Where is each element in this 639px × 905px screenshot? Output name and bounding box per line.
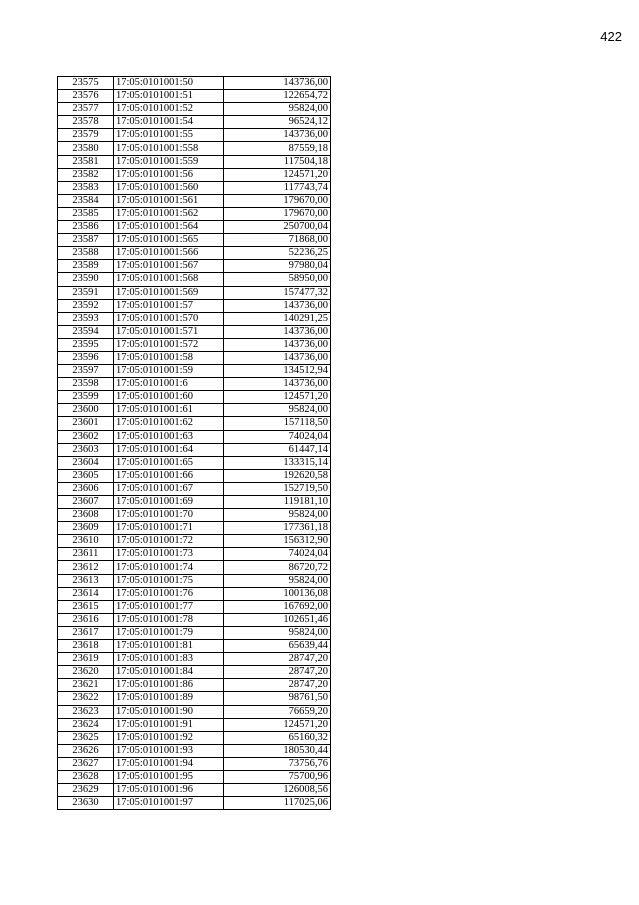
row-number-cell: 23624 [58,718,114,731]
table-row [58,666,331,679]
value-cell: 95824,00 [224,103,331,116]
table-row [58,522,331,535]
cadastral-number-cell: 17:05:0101001:96 [114,784,224,797]
value-cell: 143736,00 [224,378,331,391]
table-row [58,77,331,90]
row-number-cell: 23582 [58,168,114,181]
table-row [58,456,331,469]
value-cell: 61447,14 [224,443,331,456]
table-row [58,312,331,325]
cadastral-number-cell: 17:05:0101001:62 [114,417,224,430]
row-number-cell: 23576 [58,90,114,103]
cadastral-number-cell: 17:05:0101001:51 [114,90,224,103]
row-number-cell: 23578 [58,116,114,129]
cadastral-number-cell: 17:05:0101001:90 [114,705,224,718]
row-number-cell: 23619 [58,653,114,666]
value-cell: 192620,58 [224,469,331,482]
cadastral-number-cell: 17:05:0101001:54 [114,116,224,129]
table-row [58,234,331,247]
table-row [58,757,331,770]
value-cell: 86720,72 [224,561,331,574]
table-row [58,613,331,626]
value-cell: 52236,25 [224,247,331,260]
cadastral-number-cell: 17:05:0101001:63 [114,430,224,443]
value-cell: 102651,46 [224,613,331,626]
cadastral-number-cell: 17:05:0101001:559 [114,155,224,168]
table-row [58,653,331,666]
row-number-cell: 23604 [58,456,114,469]
value-cell: 124571,20 [224,168,331,181]
value-cell: 140291,25 [224,312,331,325]
cadastral-number-cell: 17:05:0101001:92 [114,731,224,744]
cadastral-number-cell: 17:05:0101001:94 [114,757,224,770]
row-number-cell: 23584 [58,194,114,207]
value-cell: 98761,50 [224,692,331,705]
cadastral-number-cell: 17:05:0101001:83 [114,653,224,666]
cadastral-number-cell: 17:05:0101001:70 [114,509,224,522]
row-number-cell: 23583 [58,181,114,194]
value-cell: 134512,94 [224,365,331,378]
value-cell: 157477,32 [224,286,331,299]
row-number-cell: 23629 [58,784,114,797]
row-number-cell: 23621 [58,679,114,692]
cadastral-number-cell: 17:05:0101001:97 [114,797,224,810]
row-number-cell: 23598 [58,378,114,391]
row-number-cell: 23630 [58,797,114,810]
row-number-cell: 23596 [58,351,114,364]
value-cell: 180530,44 [224,744,331,757]
table-row [58,247,331,260]
row-number-cell: 23622 [58,692,114,705]
value-cell: 117025,06 [224,797,331,810]
table-row [58,273,331,286]
table-row [58,378,331,391]
table-row [58,325,331,338]
table-row [58,286,331,299]
row-number-cell: 23575 [58,77,114,90]
value-cell: 167692,00 [224,600,331,613]
row-number-cell: 23605 [58,469,114,482]
cadastral-number-cell: 17:05:0101001:64 [114,443,224,456]
value-cell: 179670,00 [224,207,331,220]
value-cell: 87559,18 [224,142,331,155]
value-cell: 96524,12 [224,116,331,129]
cadastral-number-cell: 17:05:0101001:561 [114,194,224,207]
value-cell: 126008,56 [224,784,331,797]
cadastral-number-cell: 17:05:0101001:61 [114,404,224,417]
row-number-cell: 23580 [58,142,114,155]
table-row [58,509,331,522]
row-number-cell: 23607 [58,496,114,509]
cadastral-number-cell: 17:05:0101001:567 [114,260,224,273]
row-number-cell: 23586 [58,221,114,234]
cadastral-value-table [57,76,331,810]
row-number-cell: 23611 [58,548,114,561]
table-row [58,194,331,207]
table-row [58,679,331,692]
cadastral-number-cell: 17:05:0101001:73 [114,548,224,561]
cadastral-number-cell: 17:05:0101001:77 [114,600,224,613]
table-row [58,626,331,639]
table-row [58,430,331,443]
row-number-cell: 23597 [58,365,114,378]
value-cell: 143736,00 [224,338,331,351]
table-row [58,744,331,757]
cadastral-number-cell: 17:05:0101001:72 [114,535,224,548]
value-cell: 75700,96 [224,770,331,783]
cadastral-number-cell: 17:05:0101001:56 [114,168,224,181]
table-row [58,351,331,364]
cadastral-number-cell: 17:05:0101001:55 [114,129,224,142]
row-number-cell: 23581 [58,155,114,168]
row-number-cell: 23595 [58,338,114,351]
cadastral-number-cell: 17:05:0101001:89 [114,692,224,705]
cadastral-number-cell: 17:05:0101001:565 [114,234,224,247]
value-cell: 71868,00 [224,234,331,247]
row-number-cell: 23602 [58,430,114,443]
row-number-cell: 23614 [58,587,114,600]
cadastral-number-cell: 17:05:0101001:78 [114,613,224,626]
table-row [58,574,331,587]
row-number-cell: 23592 [58,299,114,312]
table-row [58,600,331,613]
cadastral-number-cell: 17:05:0101001:84 [114,666,224,679]
row-number-cell: 23627 [58,757,114,770]
table-row [58,181,331,194]
value-cell: 143736,00 [224,299,331,312]
row-number-cell: 23587 [58,234,114,247]
row-number-cell: 23594 [58,325,114,338]
table-row [58,417,331,430]
value-cell: 152719,50 [224,482,331,495]
value-cell: 157118,50 [224,417,331,430]
row-number-cell: 23585 [58,207,114,220]
cadastral-number-cell: 17:05:0101001:66 [114,469,224,482]
table-row [58,142,331,155]
value-cell: 74024,04 [224,548,331,561]
row-number-cell: 23617 [58,626,114,639]
value-cell: 143736,00 [224,351,331,364]
cadastral-number-cell: 17:05:0101001:91 [114,718,224,731]
table-row [58,640,331,653]
row-number-cell: 23608 [58,509,114,522]
cadastral-number-cell: 17:05:0101001:58 [114,351,224,364]
row-number-cell: 23618 [58,640,114,653]
row-number-cell: 23601 [58,417,114,430]
cadastral-number-cell: 17:05:0101001:6 [114,378,224,391]
value-cell: 133315,14 [224,456,331,469]
value-cell: 143736,00 [224,129,331,142]
cadastral-number-cell: 17:05:0101001:560 [114,181,224,194]
cadastral-number-cell: 17:05:0101001:79 [114,626,224,639]
table-row [58,168,331,181]
value-cell: 28747,20 [224,666,331,679]
table-row [58,731,331,744]
value-cell: 177361,18 [224,522,331,535]
value-cell: 117743,74 [224,181,331,194]
cadastral-number-cell: 17:05:0101001:572 [114,338,224,351]
table-row [58,116,331,129]
table-row [58,548,331,561]
row-number-cell: 23610 [58,535,114,548]
value-cell: 95824,00 [224,574,331,587]
value-cell: 179670,00 [224,194,331,207]
row-number-cell: 23609 [58,522,114,535]
cadastral-number-cell: 17:05:0101001:564 [114,221,224,234]
cadastral-number-cell: 17:05:0101001:558 [114,142,224,155]
value-cell: 143736,00 [224,325,331,338]
cadastral-number-cell: 17:05:0101001:93 [114,744,224,757]
value-cell: 76659,20 [224,705,331,718]
table-row [58,365,331,378]
table-row [58,443,331,456]
row-number-cell: 23615 [58,600,114,613]
value-cell: 124571,20 [224,718,331,731]
cadastral-number-cell: 17:05:0101001:81 [114,640,224,653]
table-row [58,207,331,220]
value-cell: 97980,04 [224,260,331,273]
table-row [58,299,331,312]
row-number-cell: 23577 [58,103,114,116]
cadastral-number-cell: 17:05:0101001:86 [114,679,224,692]
cadastral-number-cell: 17:05:0101001:59 [114,365,224,378]
row-number-cell: 23612 [58,561,114,574]
cadastral-number-cell: 17:05:0101001:71 [114,522,224,535]
row-number-cell: 23616 [58,613,114,626]
cadastral-number-cell: 17:05:0101001:569 [114,286,224,299]
row-number-cell: 23620 [58,666,114,679]
table-row [58,90,331,103]
cadastral-number-cell: 17:05:0101001:50 [114,77,224,90]
row-number-cell: 23593 [58,312,114,325]
cadastral-number-cell: 17:05:0101001:570 [114,312,224,325]
row-number-cell: 23588 [58,247,114,260]
value-cell: 119181,10 [224,496,331,509]
table-row [58,535,331,548]
table-row [58,797,331,810]
table-row [58,155,331,168]
value-cell: 65160,32 [224,731,331,744]
cadastral-number-cell: 17:05:0101001:67 [114,482,224,495]
cadastral-number-cell: 17:05:0101001:76 [114,587,224,600]
row-number-cell: 23603 [58,443,114,456]
table-row [58,260,331,273]
row-number-cell: 23589 [58,260,114,273]
row-number-cell: 23590 [58,273,114,286]
table-row [58,561,331,574]
value-cell: 117504,18 [224,155,331,168]
value-cell: 58950,00 [224,273,331,286]
table-row [58,587,331,600]
value-cell: 28747,20 [224,679,331,692]
table-row [58,338,331,351]
table-row [58,221,331,234]
row-number-cell: 23626 [58,744,114,757]
value-cell: 156312,90 [224,535,331,548]
table-row [58,770,331,783]
value-cell: 65639,44 [224,640,331,653]
row-number-cell: 23625 [58,731,114,744]
value-cell: 95824,00 [224,404,331,417]
row-number-cell: 23628 [58,770,114,783]
cadastral-number-cell: 17:05:0101001:65 [114,456,224,469]
cadastral-number-cell: 17:05:0101001:74 [114,561,224,574]
cadastral-number-cell: 17:05:0101001:566 [114,247,224,260]
table-row [58,404,331,417]
row-number-cell: 23600 [58,404,114,417]
table-row [58,705,331,718]
table-row [58,482,331,495]
row-number-cell: 23606 [58,482,114,495]
row-number-cell: 23579 [58,129,114,142]
table-row [58,496,331,509]
cadastral-number-cell: 17:05:0101001:95 [114,770,224,783]
cadastral-number-cell: 17:05:0101001:60 [114,391,224,404]
row-number-cell: 23623 [58,705,114,718]
value-cell: 95824,00 [224,626,331,639]
table-row [58,391,331,404]
page-number: 422 [600,29,622,44]
cadastral-number-cell: 17:05:0101001:69 [114,496,224,509]
table-row [58,129,331,142]
table-row [58,718,331,731]
value-cell: 100136,08 [224,587,331,600]
value-cell: 250700,04 [224,221,331,234]
table-row [58,784,331,797]
value-cell: 73756,76 [224,757,331,770]
row-number-cell: 23599 [58,391,114,404]
value-cell: 74024,04 [224,430,331,443]
value-cell: 28747,20 [224,653,331,666]
table-row [58,103,331,116]
value-cell: 122654,72 [224,90,331,103]
table-body [58,77,331,810]
cadastral-number-cell: 17:05:0101001:75 [114,574,224,587]
row-number-cell: 23591 [58,286,114,299]
cadastral-number-cell: 17:05:0101001:571 [114,325,224,338]
value-cell: 143736,00 [224,77,331,90]
row-number-cell: 23613 [58,574,114,587]
table-row [58,692,331,705]
value-cell: 95824,00 [224,509,331,522]
cadastral-number-cell: 17:05:0101001:562 [114,207,224,220]
cadastral-number-cell: 17:05:0101001:568 [114,273,224,286]
value-cell: 124571,20 [224,391,331,404]
table-row [58,469,331,482]
cadastral-number-cell: 17:05:0101001:52 [114,103,224,116]
cadastral-number-cell: 17:05:0101001:57 [114,299,224,312]
